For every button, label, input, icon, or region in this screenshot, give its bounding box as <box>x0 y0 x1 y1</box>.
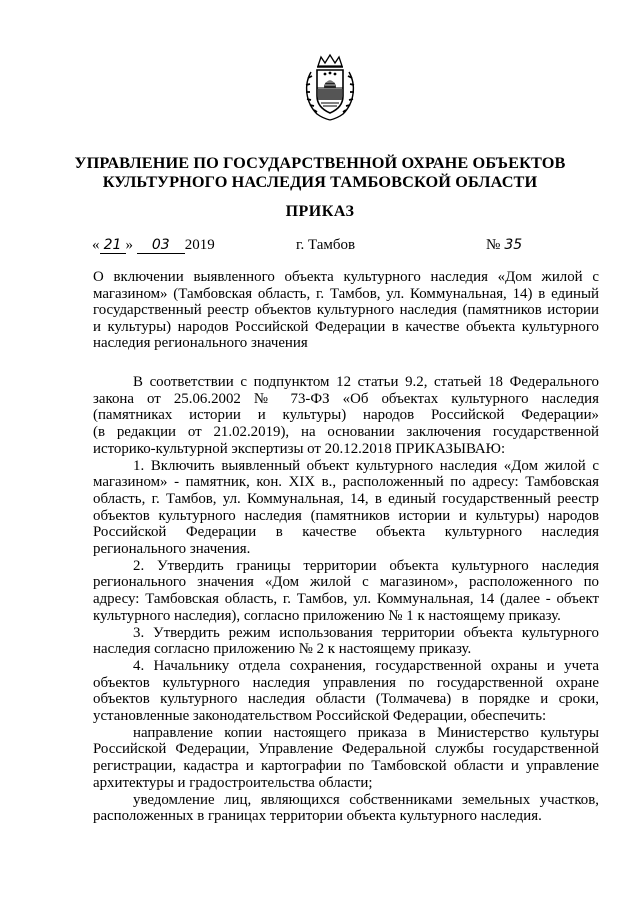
body-line: (в редакции от 21.02.2019), на основании заключения государственной <box>93 424 599 441</box>
order-number <box>486 235 532 255</box>
number-label: № <box>486 237 501 253</box>
clause-1-line: регионального значения. <box>93 541 251 558</box>
clause-3-line: наследия согласно приложению № 2 к настоящему приказу. <box>93 641 472 658</box>
subject-line: О включении выявленного объекта культурного наследия «Дом жилой с <box>93 269 599 285</box>
subclause-line: регистрации, кадастра и картографии по Тамбовской области и управление <box>93 758 599 775</box>
order-city: г. Тамбов <box>296 237 356 253</box>
order-subject <box>93 269 599 352</box>
clause-3-line: 3. Утвердить режим использования территории объекта культурного <box>133 624 599 641</box>
subject-line: государственный реестр объектов культурного наследия (памятников истории <box>93 302 599 319</box>
body-line: В соответствии с подпунктом 12 статьи 9.2, статьей 18 Федерального <box>133 374 599 390</box>
organization-name-line1: УПРАВЛЕНИЕ ПО ГОСУДАРСТВЕННОЙ ОХРАНЕ ОБЪЕКТОВ <box>74 153 566 172</box>
subject-line: наследия регионального значения <box>93 335 308 352</box>
date-quote-open: « <box>92 237 100 253</box>
subclause-line: уведомление лиц, являющихся собственниками земельных участков, <box>133 791 599 808</box>
body-line: (памятниках истории и культуры) народов Российской Федерации» <box>93 407 599 424</box>
date-quote-close: » <box>125 237 133 253</box>
subclause-line: Российской Федерации, Управление Федеральной службы государственной <box>93 741 599 758</box>
clause-4-line: установленные законодательством Российской Федерации, обеспечить: <box>93 708 547 725</box>
date-day: 21 <box>100 237 126 254</box>
date-month: 03 <box>137 237 185 254</box>
clause-1-line: магазином» - памятник, кон. XIX в., расположенный по адресу: Тамбовская <box>93 474 599 491</box>
coat-of-arms-icon <box>301 52 359 122</box>
clause-1-line: Российской Федерации в качестве объекта культурного наследия <box>93 524 599 541</box>
date-year: 2019 <box>184 237 215 253</box>
subject-line: магазином» (Тамбовская область, г. Тамбов, ул. Коммунальная, 14) в единый <box>93 285 599 302</box>
order-body <box>93 374 599 825</box>
document-type-title: ПРИКАЗ <box>285 203 355 220</box>
clause-2-line: регионального значения «Дом жилой с магазином», расположенного по <box>93 574 599 591</box>
order-date <box>92 235 215 255</box>
number-value: 35 <box>504 237 523 253</box>
subject-line: и культуры) народов Российской Федерации в качестве объекта культурного <box>93 318 599 335</box>
clause-4-line: объектов культурного наследия области (Толмачева) в порядке и сроки, <box>93 691 599 708</box>
clause-4-line: 4. Начальнику отдела сохранения, государственной охраны и учета <box>133 657 599 674</box>
subclause-line: архитектуры и градостроительства области; <box>93 774 373 791</box>
subclause-line: направление копии настоящего приказа в Министерство культуры <box>133 724 599 741</box>
clause-1-line: область, г. Тамбов, ул. Коммунальная, 14, в единый государственный реестр <box>93 490 599 507</box>
subclause-line: расположенных в границах территории объекта культурного наследия. <box>93 808 542 825</box>
clause-1-line: 1. Включить выявленный объект культурного наследия «Дом жилой с <box>133 457 599 474</box>
body-line: закона от 25.06.2002 № 73-ФЗ «Об объектах культурного наследия <box>93 390 599 407</box>
clause-4-line: объектов культурного наследия управления по государственной охране <box>93 674 599 691</box>
body-line: историко-культурной экспертизы от 20.12.2018 ПРИКАЗЫВАЮ: <box>93 440 506 457</box>
clause-1-line: объектов культурного наследия (памятников истории и культуры) народов <box>93 507 599 524</box>
clause-2-line: 2. Утвердить границы территории объекта культурного наследия <box>133 557 599 574</box>
clause-2-line: культурного наследия), согласно приложению № 1 к настоящему приказу. <box>93 607 561 624</box>
clause-2-line: адресу: Тамбовская область, г. Тамбов, ул. Коммунальная, 14 (далее - объект <box>93 591 599 608</box>
organization-name-line2: КУЛЬТУРНОГО НАСЛЕДИЯ ТАМБОВСКОЙ ОБЛАСТИ <box>102 172 538 191</box>
